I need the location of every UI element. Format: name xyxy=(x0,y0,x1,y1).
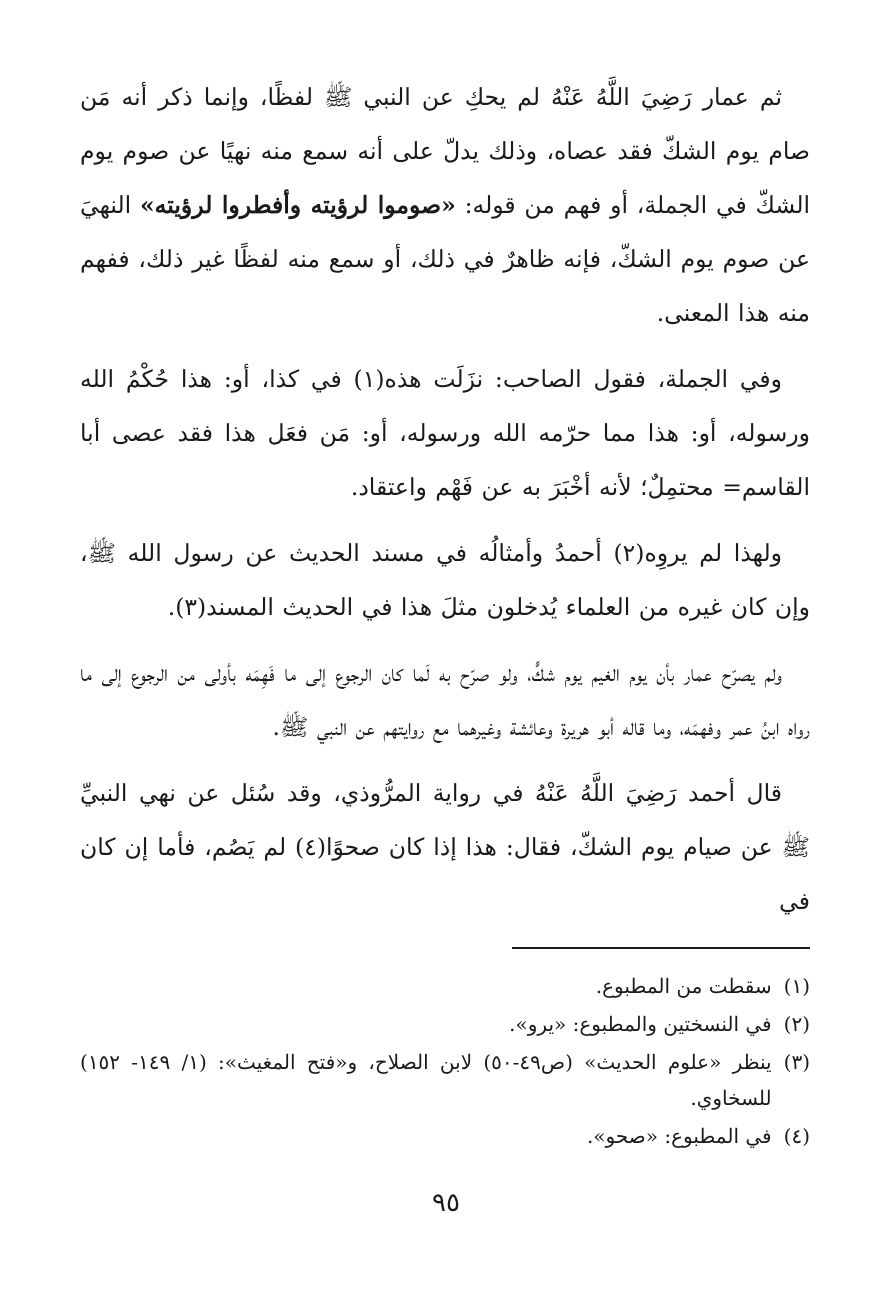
paragraph-4: ولم يصرّح عمار بأن يوم الغيم يوم شكٍّ، ولو صرّح به لَما كان الرجوع إلى ما فَهِمَه بأولى من الرجوع إلى ما رواه ابنُ عمر وفهمَه، وما قاله أبو هريرة وعائشة وغيرهما مع روايتهم عن النبي ﷺ. xyxy=(80,659,810,741)
footnote-text: سقطت من المطبوع. xyxy=(595,974,772,998)
footnote-number: (١) xyxy=(783,974,810,998)
footnote-text: ينظر «علوم الحديث» (ص٤٩-٥٠) لابن الصلاح، و«فتح المغيث»: (١/ ١٤٩- ١٥٢) للسخاوي. xyxy=(80,1050,772,1110)
paragraph-5: قال أحمد رَضِيَ اللَّهُ عَنْهُ في رواية المرُّوذي، وقد سُئل عن نهي النبيِّ ﷺ عن صيام يوم الشكّ، فقال: هذا إذا كان صحوًا(٤) لم يَصُم، فأما إن كان في xyxy=(80,779,810,915)
page-number: ٩٥ xyxy=(432,1188,460,1218)
footnote-divider xyxy=(512,947,810,949)
footnote-number: (٤) xyxy=(783,1124,810,1148)
footnote-4 xyxy=(80,1118,810,1154)
footnotes xyxy=(80,968,810,1156)
footnote-1 xyxy=(80,968,810,1004)
paragraph-1-tail: النهيَ عن صوم يوم الشكّ، فإنه ظاهرٌ في ذلك، أو سمع منه لفظًا غير ذلك، ففهم منه هذا المعنى. xyxy=(80,191,810,327)
paragraph-1 xyxy=(80,70,810,340)
main-text xyxy=(80,70,810,940)
footnote-number: (٣) xyxy=(783,1050,810,1074)
footnote-text: في النسختين والمطبوع: «يرو». xyxy=(509,1012,772,1036)
paragraph-2: وفي الجملة، فقول الصاحب: نزَلَت هذه(١) في كذا، أو: هذا حُكْمُ الله ورسوله، أو: هذا مما حرّمه الله ورسوله، أو: مَن فعَل هذا فقد عصى أبا القاسم= محتمِلٌ؛ لأنه أخْبَرَ به عن فَهْم واعتقاد. xyxy=(80,365,810,501)
paragraph-1-text: ثم عمار رَضِيَ اللَّهُ عَنْهُ لم يحكِ عن النبي ﷺ لفظًا، وإنما ذكر أنه مَن صام يوم الشكّ فقد عصاه، وذلك يدلّ على أنه سمع منه نهيًا عن صوم يوم الشكّ في الجملة، أو فهم من قوله: xyxy=(80,83,811,219)
footnote-number: (٢) xyxy=(783,1012,810,1036)
paragraph-3: ولهذا لم يروِه(٢) أحمدُ وأمثالُه في مسند الحديث عن رسول الله ﷺ، وإن كان غيره من العلماء يُدخلون مثلَ هذا في الحديث المسند(٣). xyxy=(80,539,810,621)
footnote-2 xyxy=(80,1006,810,1042)
paragraph-1-quote: «صوموا لرؤيته وأفطروا لرؤيته» xyxy=(139,191,456,219)
footnote-3 xyxy=(80,1044,810,1116)
footnote-text: في المطبوع: «صحو». xyxy=(586,1124,772,1148)
